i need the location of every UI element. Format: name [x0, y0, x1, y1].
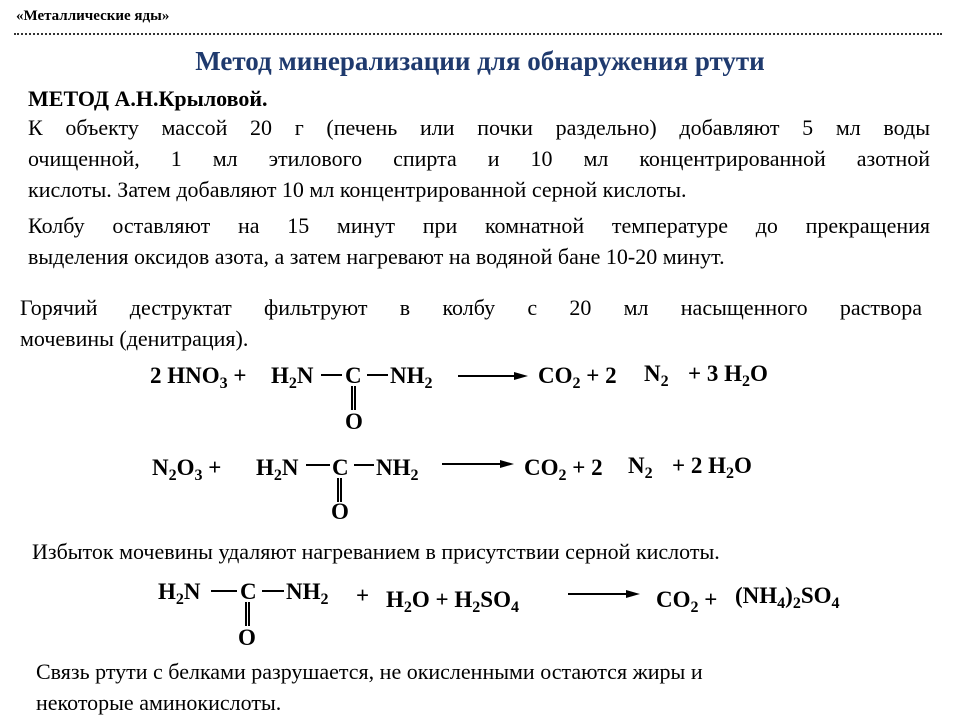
text-line: очищенной, 1 мл этилового спирта и 10 мл концентрированной азотной	[28, 146, 930, 171]
product-co2: $CO_2$ +	[656, 587, 718, 616]
nitric-acid: 2 $HNO_3$ +	[150, 363, 247, 392]
double-bond	[351, 386, 356, 410]
bond-line	[367, 374, 388, 376]
paragraph-conclusion	[36, 656, 896, 718]
reaction-arrow	[568, 590, 640, 600]
urea-oxygen: O	[331, 499, 349, 524]
paragraph-sample-prep	[28, 112, 930, 205]
urea-oxygen: O	[345, 409, 363, 434]
urea-h2n: $H_2N$	[158, 579, 201, 608]
paragraph-urea-removal	[32, 536, 892, 567]
bond-line	[211, 590, 237, 592]
text-line: выделения оксидов азота, а затем нагревают на водяной бане 10-20 минут.	[28, 244, 725, 269]
text-line: Колбу оставляют на 15 минут при комнатной температуре до прекращения	[28, 213, 930, 238]
urea-carbon: C	[332, 455, 349, 480]
paragraph-heating	[28, 210, 930, 272]
product-ammonium-sulfate: $(NH_4)_2SO_4$	[735, 583, 840, 612]
slide-title: Метод минерализации для обнаружения ртути	[195, 46, 765, 76]
product-co2: $CO_2 + 2$	[524, 455, 603, 484]
plus-sign: +	[356, 583, 370, 608]
bond-line	[262, 590, 284, 592]
paragraph-filtration	[20, 292, 922, 354]
product-water: + 3 $H_2O$	[688, 361, 768, 390]
dinitrogen-trioxide: $N_2O_3$ +	[152, 455, 222, 484]
text-line: Связь ртути с белками разрушается, не окисленными остаются жиры и	[36, 659, 703, 684]
urea-h2n: $H_2N$	[271, 363, 314, 392]
bond-line	[321, 374, 342, 376]
reaction-arrow	[458, 372, 528, 382]
double-bond	[245, 602, 250, 626]
slide-header: «Металлические яды»	[16, 8, 170, 24]
product-n2: $N_2$	[628, 453, 653, 482]
text-line: кислоты. Затем добавляют 10 мл концентрированной серной кислоты.	[28, 177, 687, 202]
urea-nh2: $NH_2$	[286, 579, 329, 608]
text-line: некоторые аминокислоты.	[36, 690, 282, 715]
urea-nh2: $NH_2$	[376, 455, 419, 484]
text-line: К объекту массой 20 г (печень или почки раздельно) добавляют 5 мл воды	[28, 115, 930, 140]
method-heading: МЕТОД А.Н.Крыловой.	[28, 86, 268, 111]
urea-h2n: $H_2N$	[256, 455, 299, 484]
urea-carbon: C	[345, 363, 362, 388]
header-divider	[14, 33, 942, 35]
bond-line	[306, 464, 330, 466]
urea-carbon: C	[240, 579, 257, 604]
product-n2: $N_2$	[644, 361, 669, 390]
reaction-arrow	[442, 460, 514, 470]
product-co2: $CO_2 + 2$	[538, 363, 617, 392]
text-line: Избыток мочевины удаляют нагреванием в присутствии серной кислоты.	[32, 539, 720, 564]
urea-oxygen: O	[238, 625, 256, 650]
bond-line	[354, 464, 374, 466]
text-line: мочевины (денитрация).	[20, 326, 249, 351]
reagent-water: $H_2O + H_2SO_4$	[386, 587, 519, 616]
urea-nh2: $NH_2$	[390, 363, 433, 392]
text-line: Горячий деструктат фильтруют в колбу с 20 мл насыщенного раствора	[20, 295, 922, 320]
product-water: + 2 $H_2O$	[672, 453, 752, 482]
